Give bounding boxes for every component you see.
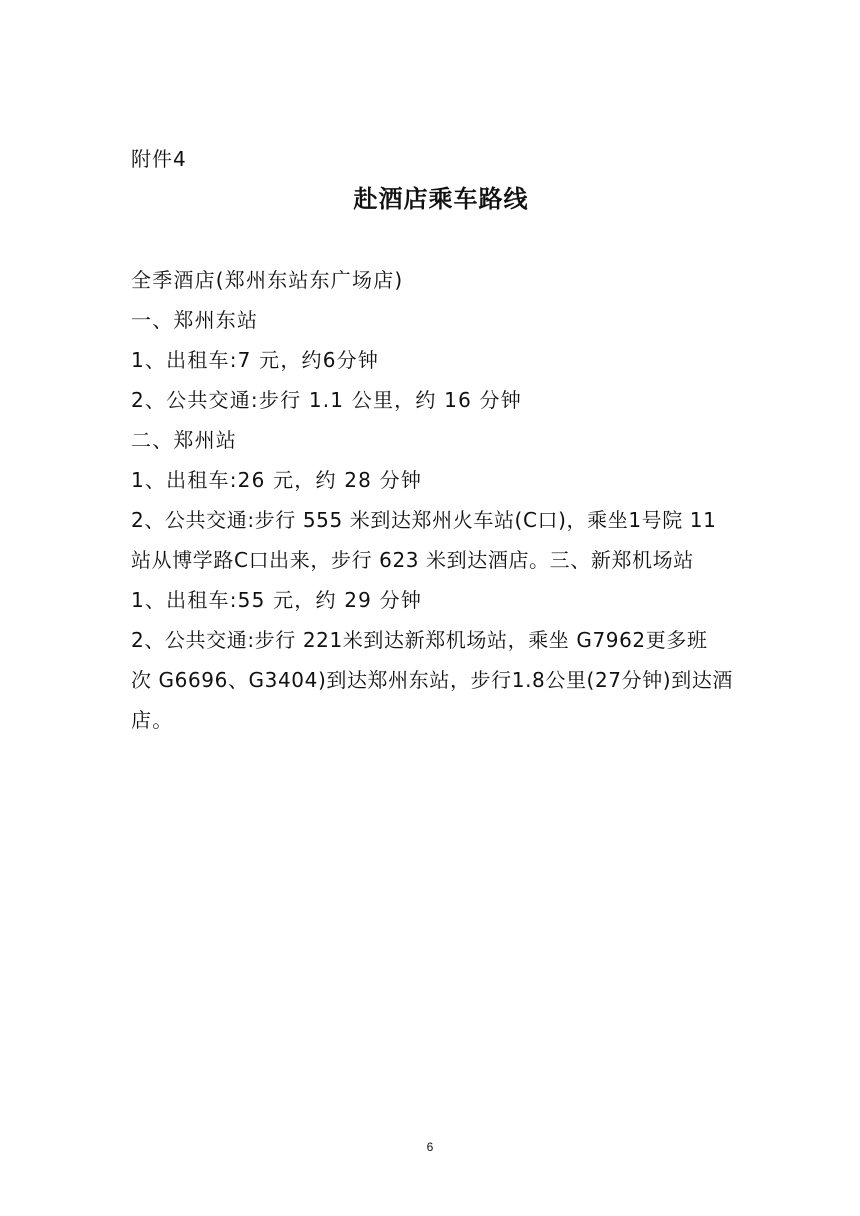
section-heading-zhengzhou: 二、郑州站	[131, 428, 237, 452]
route-line: 站从博学路C口出来，步行 623 米到达酒店。三、新郑机场站	[131, 548, 694, 572]
page-number: 6	[426, 1140, 434, 1154]
section-heading-zhengzhou-east: 一、郑州东站	[131, 308, 259, 332]
document-body	[131, 260, 743, 740]
route-line: 店。	[131, 708, 174, 732]
route-line: 次 G6696、G3404)到达郑州东站，步行1.8公里(27分钟)到达酒	[131, 668, 734, 692]
route-line: 1、出租车:26 元，约 28 分钟	[131, 468, 423, 492]
attachment-label: 附件4	[131, 147, 187, 171]
route-line: 2、公共交通:步行 555 米到达郑州火车站(C口)，乘坐1号院 11	[131, 508, 717, 532]
route-line: 1、出租车:7 元，约6分钟	[131, 348, 380, 372]
route-line: 1、出租车:55 元，约 29 分钟	[131, 588, 423, 612]
hotel-name-line: 全季酒店(郑州东站东广场店)	[131, 268, 404, 292]
route-line: 2、公共交通:步行 1.1 公里，约 16 分钟	[131, 388, 522, 412]
route-line: 2、公共交通:步行 221米到达新郑机场站，乘坐 G7962更多班	[131, 628, 708, 652]
document-title: 赴酒店乘车路线	[353, 185, 529, 213]
